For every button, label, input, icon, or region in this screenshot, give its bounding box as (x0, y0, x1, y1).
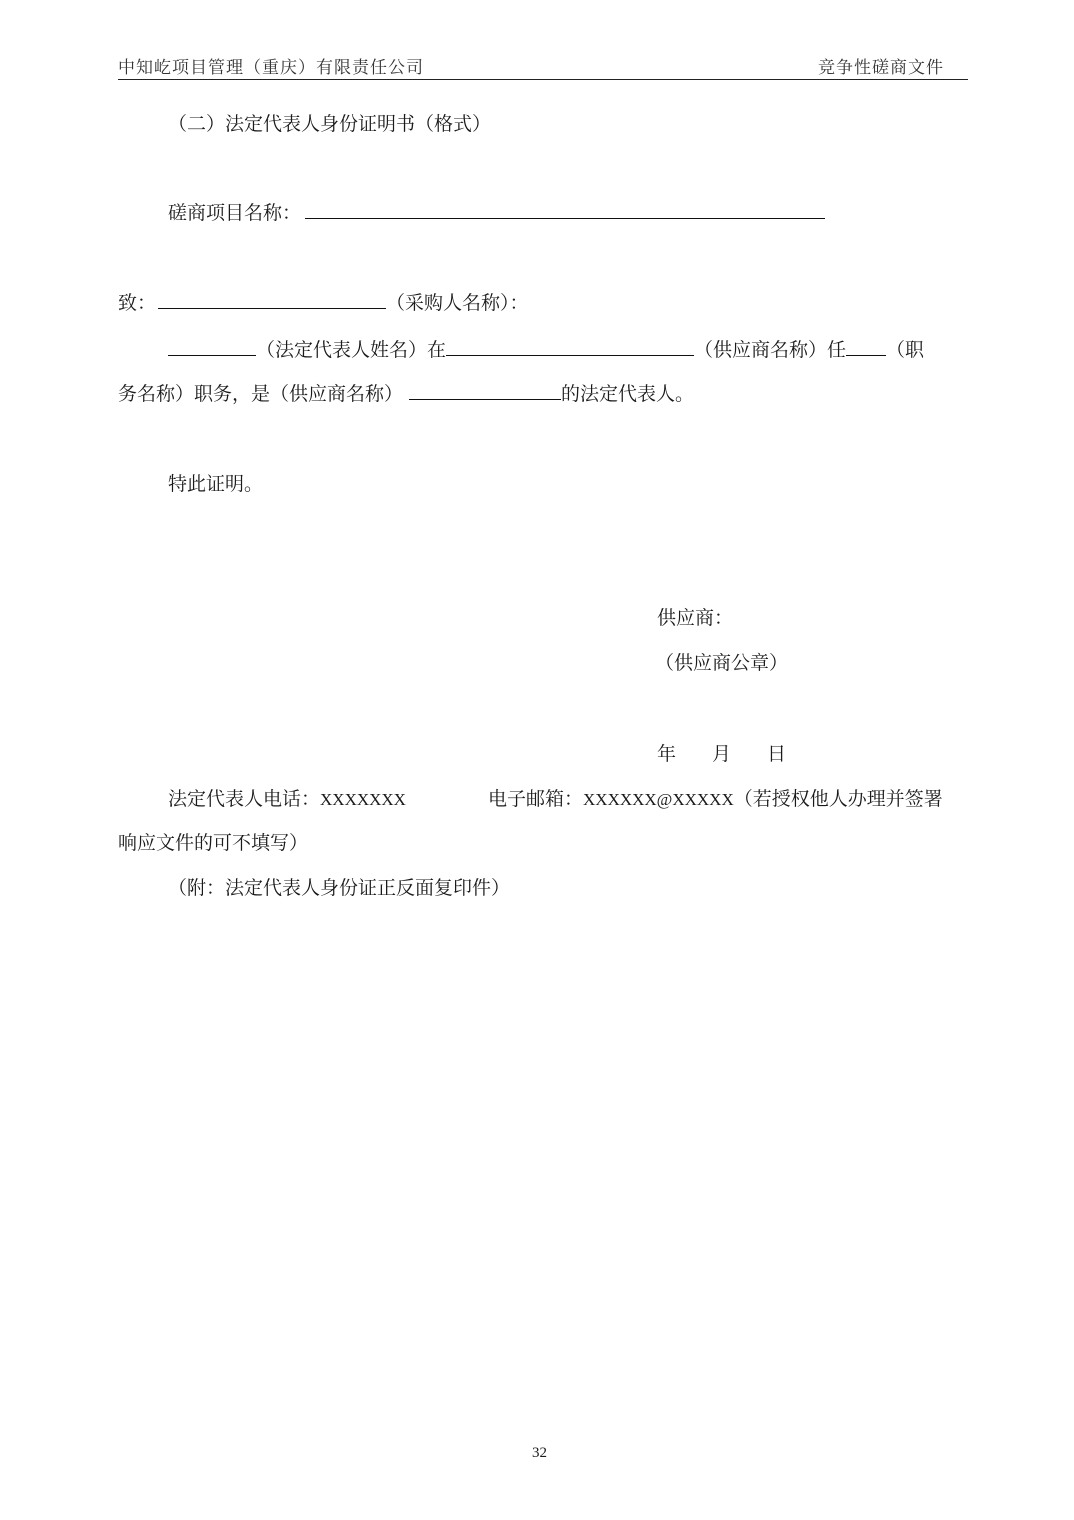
representative-name-blank[interactable] (168, 337, 256, 356)
body-line-2 (118, 381, 694, 406)
date-year: 年 (657, 743, 677, 765)
project-name-line (168, 200, 825, 225)
to-prefix: 致： (118, 292, 157, 314)
to-line (118, 290, 529, 315)
email-line (488, 787, 943, 812)
header-company-name: 中知屹项目管理（重庆）有限责任公司 (118, 58, 424, 78)
body-line1-part3: （职 (886, 339, 925, 361)
purchaser-name-blank[interactable] (158, 290, 386, 309)
body-line-1 (168, 337, 924, 362)
attachment-note: （附：法定代表人身份证正反面复印件） (168, 877, 511, 899)
supplier-seal-label: （供应商公章） (655, 652, 789, 674)
header-divider (118, 79, 968, 80)
body-line2-part2: 的法定代表人。 (561, 383, 695, 405)
body-line1-part2: （供应商名称）任 (694, 339, 847, 361)
project-name-label: 磋商项目名称： (168, 202, 302, 224)
body-line2-part1: 务名称）职务，是（供应商名称） (118, 383, 404, 405)
to-suffix: （采购人名称）： (386, 292, 529, 314)
section-title: （二）法定代表人身份证明书（格式） (168, 113, 492, 135)
date-day: 日 (767, 743, 787, 765)
email-label: 电子邮箱： (488, 788, 584, 810)
certify-text: 特此证明。 (168, 473, 264, 495)
phone-line (168, 787, 406, 812)
header-document-type: 竞争性磋商文件 (818, 58, 944, 78)
email-value: XXXXXX@XXXXX (583, 790, 734, 809)
supplier-name-blank-2[interactable] (409, 381, 561, 400)
date-month: 月 (712, 743, 732, 765)
project-name-blank[interactable] (305, 200, 825, 219)
contact-note-part1: （若授权他人办理并签署 (733, 788, 943, 810)
contact-note-part2: 响应文件的可不填写） (118, 832, 309, 854)
position-blank[interactable] (846, 337, 886, 356)
phone-label: 法定代表人电话： (168, 788, 321, 810)
phone-value: XXXXXXX (320, 790, 406, 809)
supplier-name-blank[interactable] (446, 337, 694, 356)
page-number: 32 (532, 1445, 547, 1461)
body-line1-part1: （法定代表人姓名）在 (256, 339, 447, 361)
supplier-label: 供应商： (657, 607, 734, 629)
